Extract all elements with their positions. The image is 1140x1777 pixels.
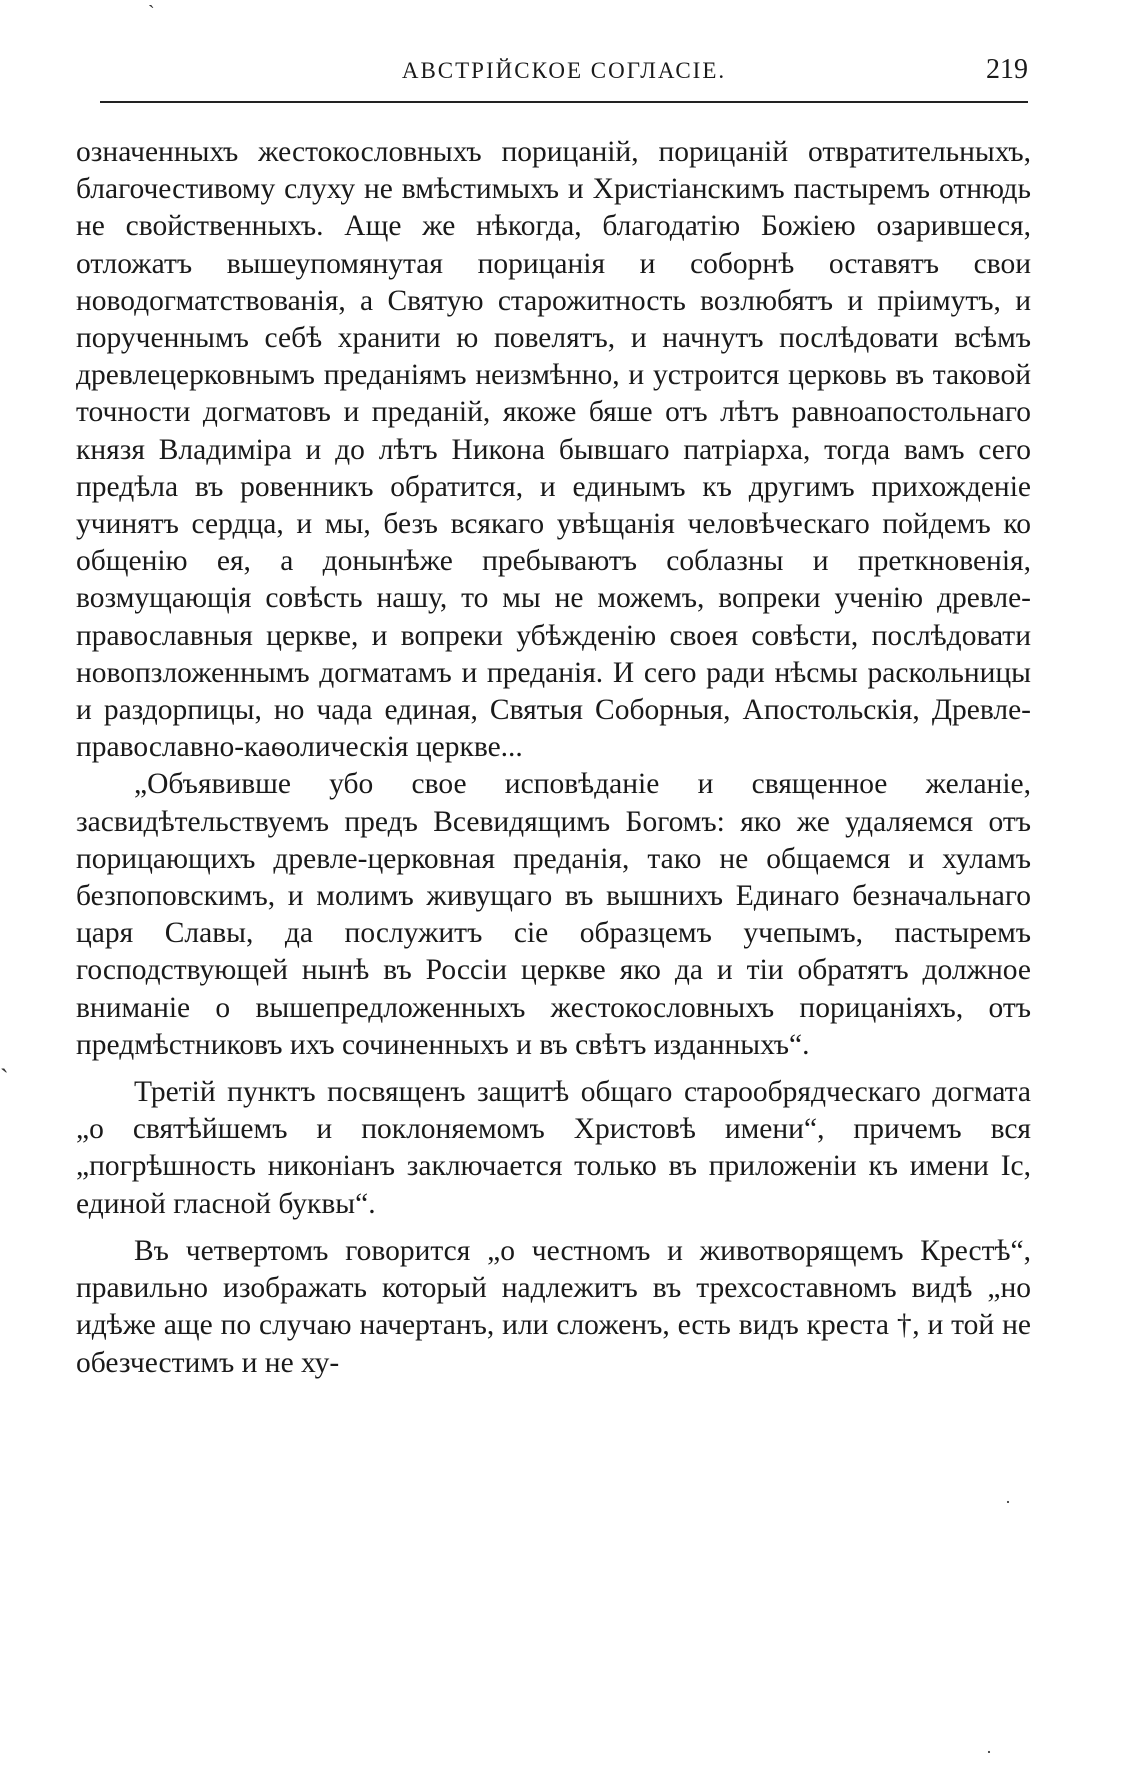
page-number: 219 (986, 54, 1028, 85)
header-rule (100, 101, 1028, 103)
running-title: АВСТРІЙСКОЕ СОГЛАСІЕ. (401, 58, 727, 83)
margin-speck: ˏ (0, 1044, 9, 1073)
paragraph-declaration: „Объявивше убо свое исповѣданіе и священное желаніе, засвидѣтельствуемъ предъ Всевидящимъ Богомъ: яко же удаляемся отъ порицающихъ древле-церковная преданія, тако не общаемся и хуламъ безпоповскимъ, и молимъ живущаго въ вышнихъ Единаго безначальнаго царя Славы, да послужитъ сіе образцемъ учепымъ, пастыремъ господствующей нынѣ въ Россіи церкве яко да и тіи обратятъ должное вниманіе о вышепредложенныхъ жестокословныхъ порицаніяхъ, отъ предмѣстниковъ ихъ сочиненныхъ и въ свѣтъ изданныхъ“. (76, 768, 1031, 1061)
paragraph-fourth-point: Въ четвертомъ говорится „о честномъ и животворящемъ Крестѣ“, правильно изображать который надлежитъ въ трехсоставномъ видѣ „но идѣже аще по случаю начертанъ, или сложенъ, есть видъ креста †, и той не обезчестимъ и не ху- (76, 1234, 1031, 1379)
running-head (100, 48, 1028, 96)
margin-speck: · (986, 1742, 992, 1762)
margin-speck: · (1005, 1492, 1011, 1512)
body-text (76, 134, 1031, 1382)
paragraph-third-point: Третій пунктъ посвященъ защитѣ общаго старообрядческаго догмата „о святѣйшемъ и поклоняемомъ Христовѣ имени“, причемъ вся „погрѣшность никоніанъ заключается только въ приложеніи къ имени Іс, единой гласной буквы“. (76, 1076, 1031, 1220)
margin-speck: ˋ (148, 2, 155, 24)
paragraph-continuation: означенныхъ жестокословныхъ порицаній, порицаній отвратительныхъ, благочестивому слуху не вмѣстимыхъ и Христіанскимъ пастыремъ отнюдь не свойственныхъ. Аще же нѣкогда, благодатію Божіею озарившеся, отложатъ вышеупомянутая порицанія и соборнѣ оставятъ свои новодогматствованія, а Святую старожитность возлюбятъ и пріимутъ, и порученнымъ себѣ хранити ю повелятъ, и начнутъ послѣдовати всѣмъ древлецерковнымъ преданіямъ неизмѣнно, и устроится церковь въ таковой точности догматовъ и преданій, якоже бяше отъ лѣтъ равноапостольнаго князя Владиміра и до лѣтъ Никона бывшаго патріарха, тогда вамъ сего предѣла въ ровенникъ обратится, и единымъ къ другимъ прихожденіе учинятъ сердца, и мы, безъ всякаго увѣщанія человѣческаго пойдемъ ко общенію ея, а донынѣже пребываютъ соблазны и преткновенія, возмущающія совѣсть нашу, то мы не можемъ, вопреки ученію древле-православныя церкве, и вопреки убѣжденію своея совѣсти, послѣдовати новопзложеннымъ догматамъ и преданія. И сего ради нѣсмы раскольницы и раздорпицы, но чада единая, Святыя Соборныя, Апостольскія, Древле-православно-каѳолическія церкве... (76, 136, 1031, 764)
